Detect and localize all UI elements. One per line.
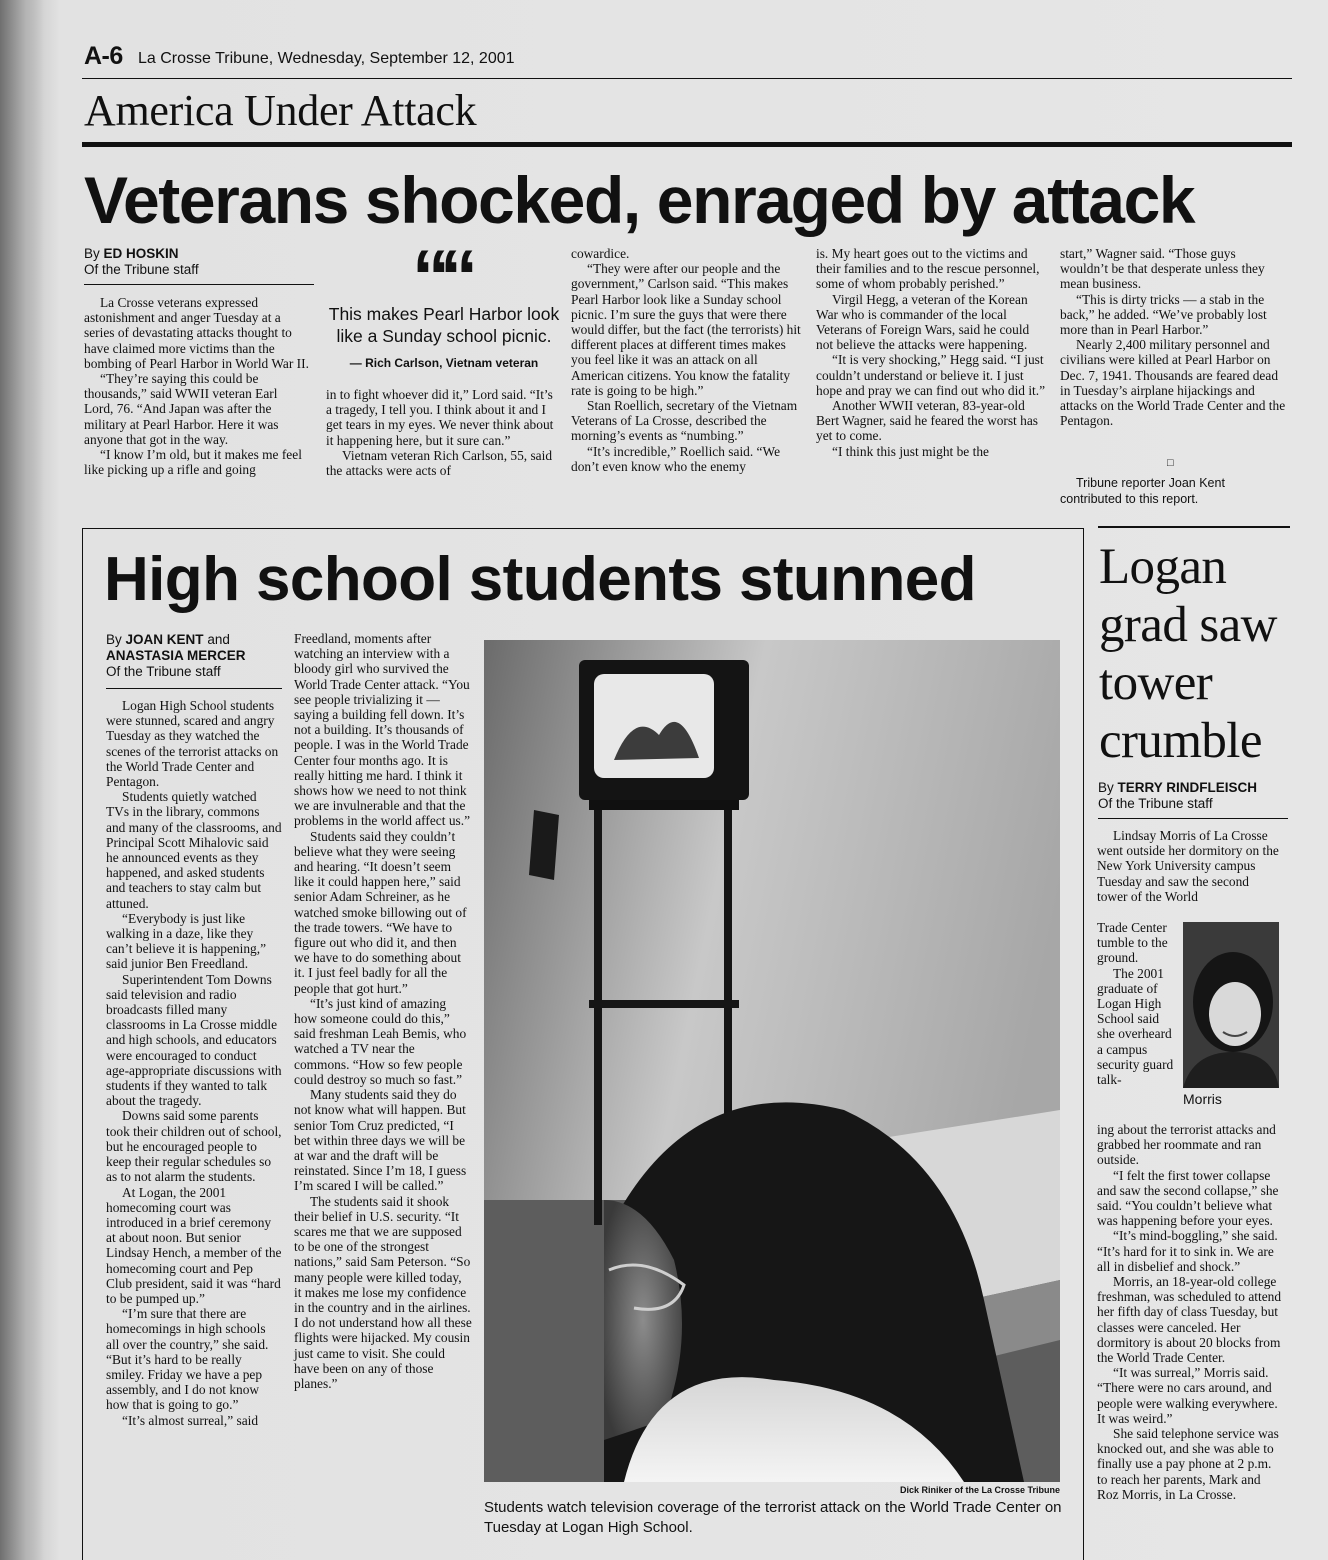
tv-stand-shelf [589, 800, 739, 810]
story3-col-top [1097, 828, 1279, 904]
end-mark-icon: □ [1167, 457, 1174, 469]
paragraph: At Logan, the 2001 homecoming court was introduced in a brief ceremony at about noon. But senior Lindsay Hench, a member of the homecoming court and Pep Club president, said it was “hard to be pumped up.” [106, 1184, 282, 1306]
story2-byline [106, 632, 282, 680]
paragraph: “I know I’m old, but it makes me feel like picking up a rifle and going [84, 447, 302, 478]
paragraph: La Crosse veterans expressed astonishment and anger Tuesday at a series of devastating attacks thought to have claimed more victims than the bombing of Pearl Harbor in World War II. [84, 295, 309, 371]
tv-stand-post [594, 805, 602, 1225]
story2-col1 [106, 698, 282, 1428]
paragraph: “I felt the first tower collapse and saw the second collapse,” she said. “You couldn’t believe what was happening before your eyes. [1097, 1167, 1279, 1229]
paragraph: “It is very shocking,” Hegg said. “I just couldn’t understand or believe it. I just hope and pray we can find out who did it.” [816, 352, 1046, 398]
paragraph: Nearly 2,400 military personnel and civilians were killed at Pearl Harbor on Dec. 7, 1941. Thousands are feared dead in Tuesday’s airplane hijackings and attacks on the World Trade Center and the Pentagon. [1060, 337, 1286, 429]
paragraph: “It was surreal,” Morris said. “There were no cars around, and people were walking everywhere. It was weird.” [1097, 1365, 1278, 1426]
pull-quote: This makes Pearl Harbor look like a Sunday school picnic. [328, 304, 560, 346]
paragraph: Stan Roellich, secretary of the Vietnam Veterans of La Crosse, described the morning’s events as “numbing.” [571, 398, 798, 444]
paragraph: Trade Center tumble to the ground. [1097, 920, 1168, 966]
story3-byline [1098, 780, 1288, 812]
byline-name: JOAN KENT [125, 632, 204, 647]
tv-screen [594, 674, 714, 778]
tv-stand-shelf [589, 1000, 739, 1008]
photo-credit: Dick Riniker of the La Crosse Tribune [899, 1485, 1060, 1495]
byline-name: ANASTASIA MERCER [106, 648, 246, 663]
paragraph: “Everybody is just like walking in a daze, like they can’t believe it is happening,” said junior Ben Freedland. [106, 910, 267, 972]
photo-caption: Students watch television coverage of the terrorist attack on the World Trade Center on Tuesday at Logan High School. [484, 1499, 1062, 1536]
byline-prefix: By [84, 246, 100, 261]
story1-byline [84, 246, 314, 278]
byline-staff: Of the Tribune staff [1098, 796, 1213, 811]
byline-name: TERRY RINDFLEISCH [1117, 780, 1258, 795]
byline-and: and [207, 632, 230, 647]
paragraph: Students said they couldn’t believe what they were seeing and hearing. “It doesn’t seem like it could happen here,” said senior Adam Schreiner, as he watched smoke billowing out of the trade towers. “We have to figure out who did it, and then we have to do something about it. I just feel badly for all the people that got hurt.” [294, 828, 467, 996]
header-rule-thin [82, 78, 1292, 79]
byline-rule [106, 688, 282, 689]
byline-rule [1098, 818, 1288, 819]
paragraph: is. My heart goes out to the victims and their families and to the rescue personnel, some of whom probably perished.” [816, 246, 1040, 292]
paragraph: Superintendent Tom Downs said television and radio broadcasts filled many classrooms in La Crosse middle and high schools, and educators were encouraged to conduct age-appropriate discussions with students if they wanted to talk about the tragedy. [106, 971, 282, 1109]
mug-caption: Morris [1183, 1091, 1222, 1107]
photo-svg [484, 640, 1060, 1482]
paragraph: Logan High School students were stunned, scared and angry Tuesday as they watched the scenes of the terrorist attacks on the World Trade Center and Pentagon. [106, 698, 279, 790]
story1-col2 [326, 387, 560, 478]
contributor-note: Tribune reporter Joan Kent contributed to this report. [1060, 476, 1225, 506]
byline-staff: Of the Tribune staff [106, 664, 221, 679]
paragraph: Students quietly watched TVs in the library, commons and many of the classrooms, and Principal Scott Mihalovic said he announced events as they happened, and asked students and teachers to stay calm but attuned. [106, 789, 282, 911]
mug-photo [1183, 922, 1279, 1088]
paragraph: Virgil Hegg, a veteran of the Korean War who is commander of the local Veterans of Foreign Wars, said he could not believe the attacks were happening. [816, 291, 1030, 353]
paragraph: “They were after our people and the government,” Carlson said. “This makes Pearl Harbor look like a Sunday school picnic. I’m sure the guys that were there would differ, but the fact (the terrorists) hit different places at different times makes you feel like it was an attack on all American citizens. You know the fatality rate is going to be high.” [571, 261, 801, 398]
pull-quote-attribution: — Rich Carlson, Vietnam veteran [349, 356, 539, 370]
story3-col-bottom [1097, 1122, 1283, 1502]
paragraph: “This is dirty tricks — a stab in the back,” he added. “We’ve probably lost more than in Pearl Harbor.” [1060, 291, 1267, 338]
paragraph: Lindsay Morris of La Crosse went outside her dormitory on the New York University campus Tuesday and saw the second tower of the World [1097, 828, 1279, 904]
byline-staff: Of the Tribune staff [84, 262, 199, 277]
page-number: A-6 [84, 42, 123, 70]
story3-col-wrap [1097, 920, 1179, 1087]
paragraph: “It’s almost surreal,” said [122, 1412, 259, 1428]
paragraph: Vietnam veteran Rich Carlson, 55, said the attacks were acts of [326, 447, 553, 479]
mug-svg [1183, 922, 1279, 1088]
paragraph: “It’s just kind of amazing how someone could do this,” said freshman Leah Bemis, who watched a TV near the commons. “How so few people could destroy so much so fast.” [294, 995, 467, 1087]
story1-headline: Veterans shocked, enraged by attack [84, 163, 1195, 237]
story3-headline: Logan grad saw tower crumble [1099, 539, 1277, 769]
byline-name: ED HOSKIN [103, 246, 179, 261]
paragraph: “It’s mind-boggling,” she said. “It’s hard for it to sink in. We are all in disbelief and shock.” [1097, 1228, 1278, 1274]
section-title: America Under Attack [84, 86, 477, 135]
paragraph: “I’m sure that there are homecomings in high schools all over the country,” she said. “But it’s hard to be really smiley. Friday we have a pep assembly, and I do not know how that is going to go.” [106, 1306, 269, 1413]
paragraph: The students said it shook their belief in U.S. security. “It scares me that we are supposed to be one of the strongest nations,” said Sam Peterson. “So many people were killed today, it makes me lose my confidence in the country and in the airlines. I do not understand how all these flights were hijacked. My cousin just came to visit. She could have been on any of those planes.” [294, 1193, 472, 1391]
paragraph: cowardice. [571, 246, 630, 261]
binding-shadow [0, 0, 44, 1560]
paragraph: “They’re saying this could be thousands,” said WWII veteran Earl Lord, 76. “And Japan was after the military at Pearl Harbor. Here it was anyone that got in the way. [84, 371, 279, 447]
story1-col3 [571, 246, 803, 474]
byline-rule [84, 284, 314, 285]
paragraph: She said telephone service was knocked out, and she was able to finally use a pay phone at 2 p.m. to reach her parents, Mark and Roz Morris, in La Crosse. [1097, 1426, 1279, 1502]
paragraph: Another WWII veteran, 83-year-old Bert Wagner, said he feared the worst has yet to come. [816, 398, 1038, 444]
paragraph: ing about the terrorist attacks and grabbed her roommate and ran outside. [1097, 1122, 1276, 1168]
paragraph: Downs said some parents took their children out of school, but he encouraged people to keep their regular schedules so as to not alarm the students. [106, 1108, 282, 1185]
story1-col1 [84, 295, 310, 477]
paragraph: Freedland, moments after watching an interview with a bloody girl who survived the World Trade Center attack. “You see people trivializing it — saying a building fell down. It’s not a building. It’s thousands of people. I was in the World Trade Center four months ago. It is really hitting me hard. I think it shows how we need to not think we are invulnerable and that the problems in the world affect us.” [294, 631, 471, 829]
news-photo [484, 640, 1060, 1482]
paragraph: “It’s incredible,” Roellich said. “We don’t even know who the enemy [571, 443, 781, 474]
paragraph: start,” Wagner said. “Those guys wouldn’t be that desperate unless they mean business. [1060, 246, 1265, 292]
paragraph: The 2001 graduate of Logan High School said she overheard a campus security guard talk- [1097, 965, 1174, 1088]
story2-headline: High school students stunned [104, 545, 976, 614]
section-rule-thick [82, 142, 1292, 147]
dateline: La Crosse Tribune, Wednesday, September 12, 2001 [138, 50, 515, 67]
paragraph: Morris, an 18-year-old college freshman, was scheduled to attend her fifth day of class Tuesday, but classes were canceled. Her dormitory is about 20 blocks from the World Trade Center. [1097, 1274, 1282, 1366]
quote-mark-icon: ““ [412, 235, 468, 320]
story1-col4 [816, 246, 1048, 459]
sidebar-top-rule [1098, 526, 1290, 528]
paragraph: in to fight whoever did it,” Lord said. “It’s a tragedy, I tell you. I think about it and I get tears in my eyes. We never think about it happening here, but it sure can.” [326, 387, 554, 448]
story2-col2 [294, 631, 472, 1391]
byline-prefix: By [1098, 780, 1114, 795]
story1-col5 [1060, 246, 1286, 428]
byline-prefix: By [106, 632, 122, 647]
paragraph: Many students said they do not know what will happen. But senior Tom Cruz predicted, “I bet within three days we will be at war and the draft will be reinstated. Since I’m 18, I guess I’m scared I will be called.” [294, 1087, 467, 1194]
paragraph: “I think this just might be the [832, 443, 989, 459]
clip-shape [529, 810, 559, 880]
